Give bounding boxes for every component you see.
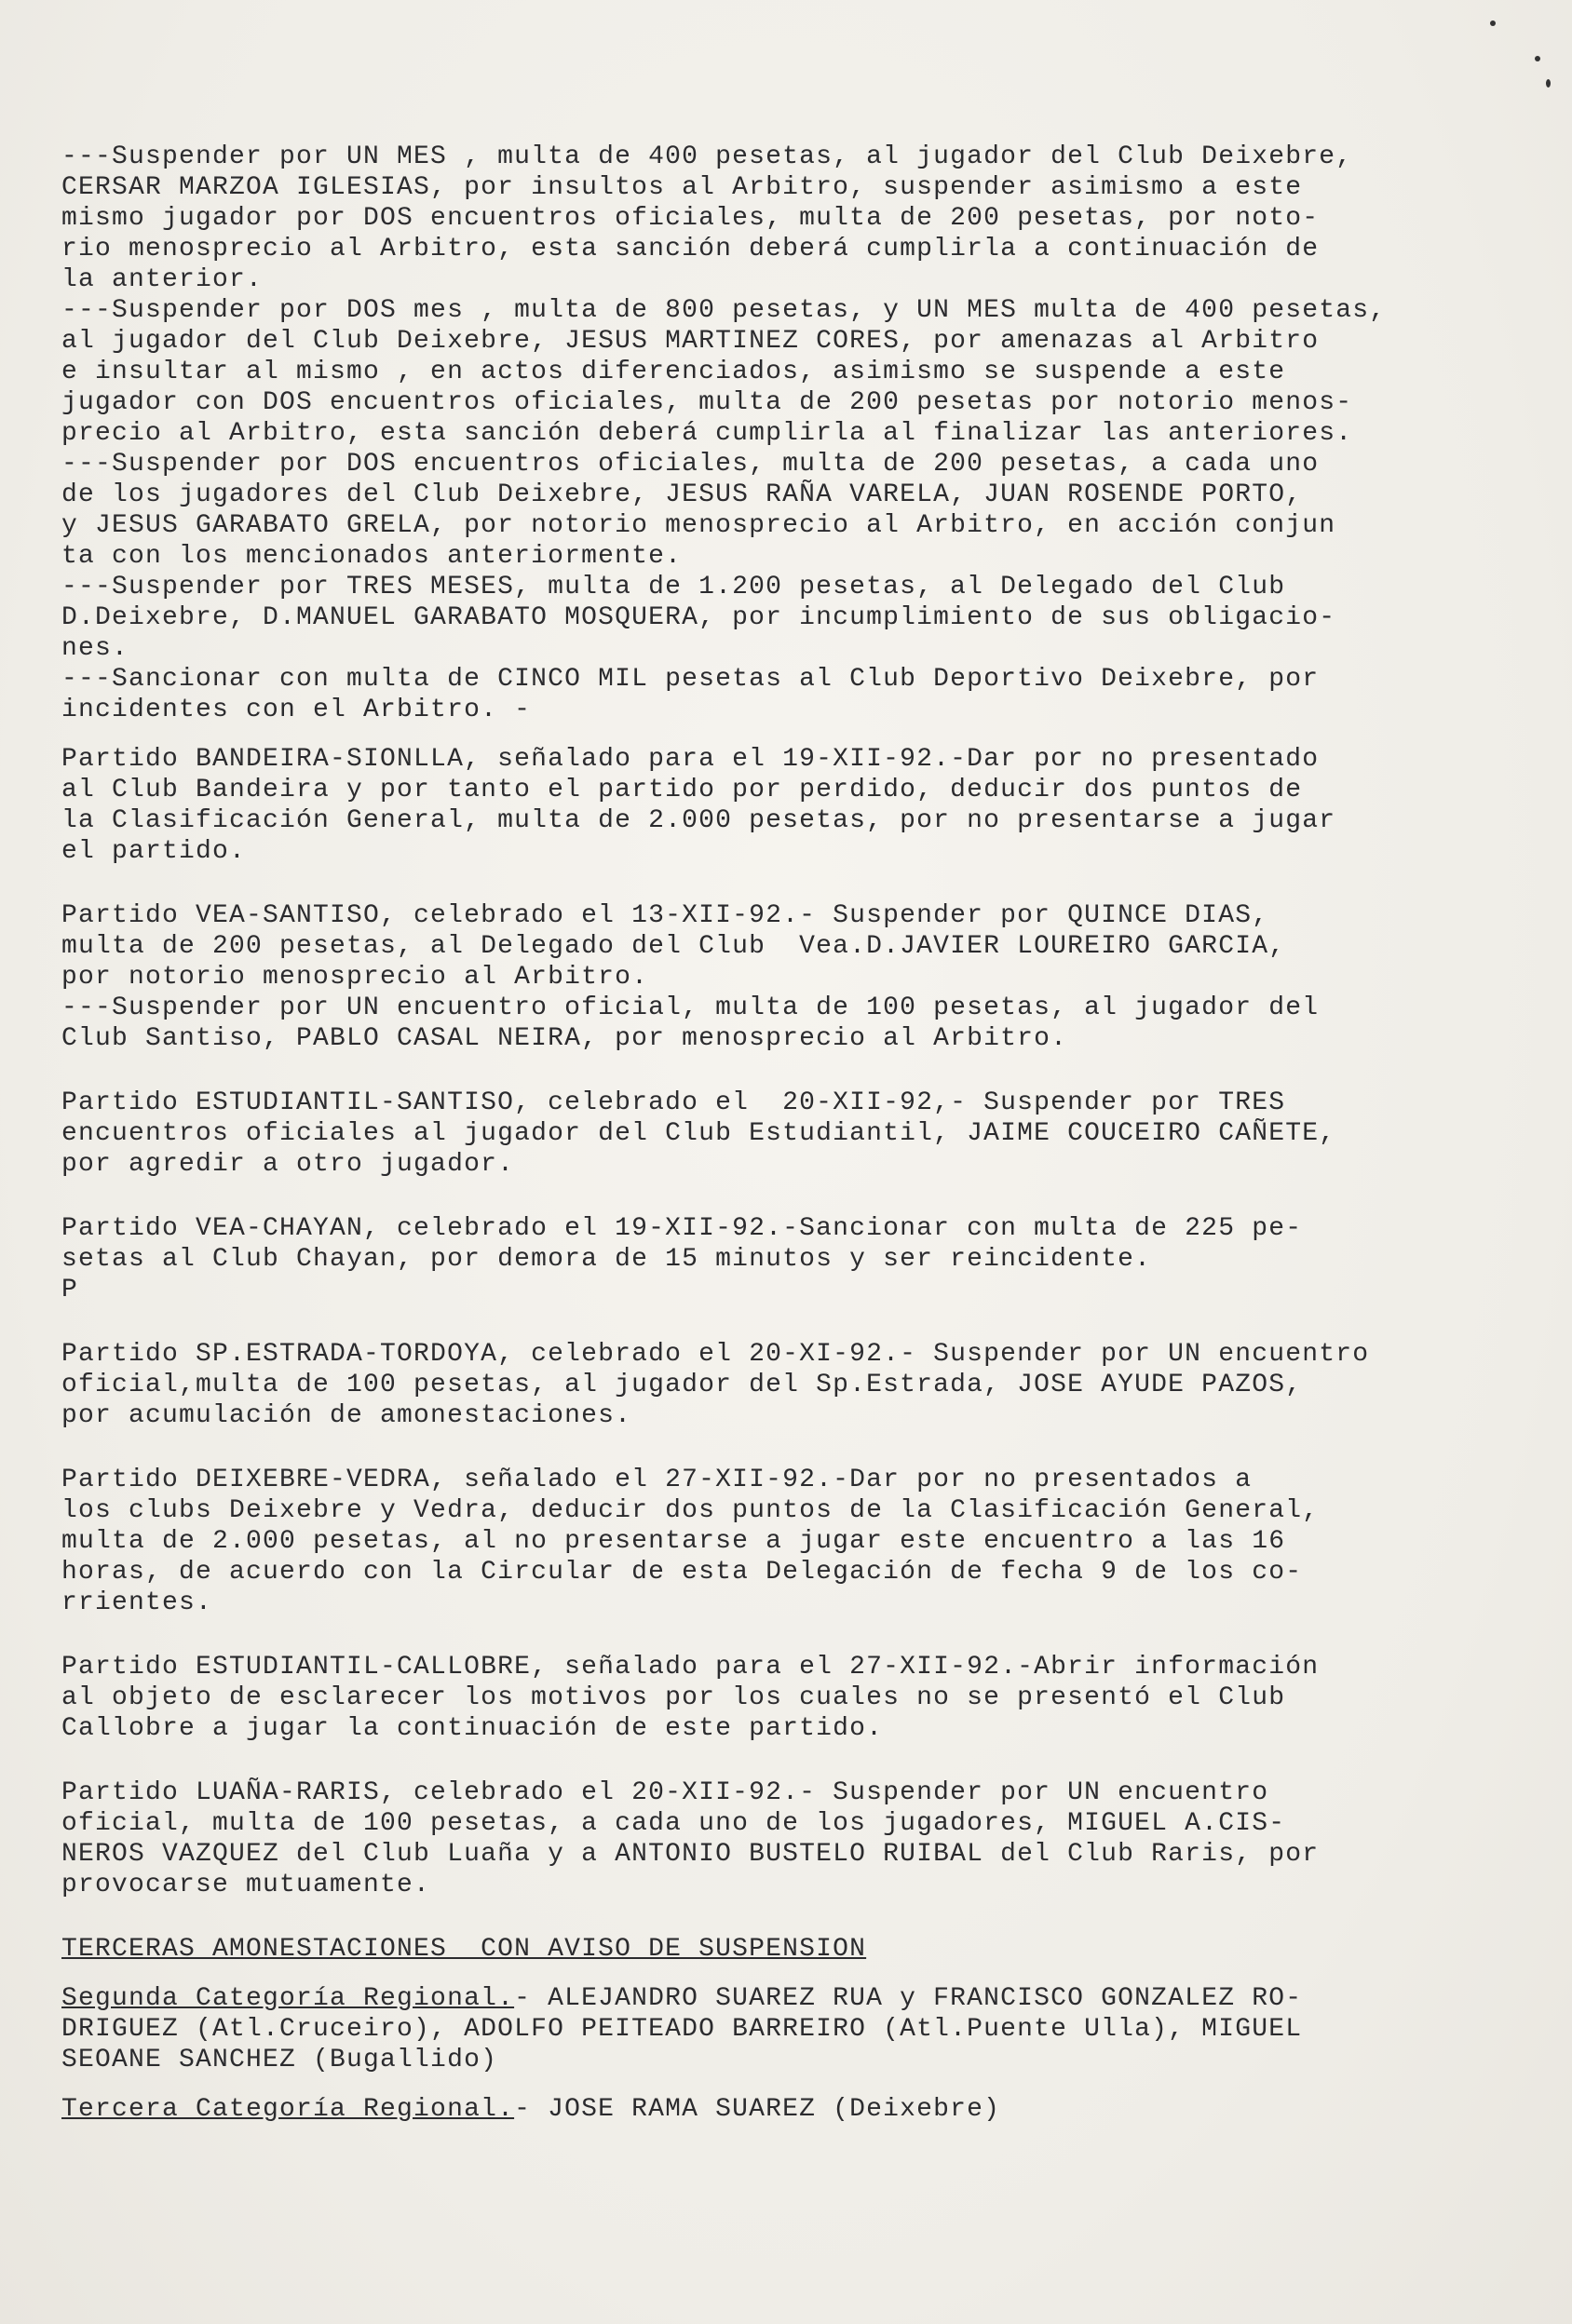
match-block xyxy=(61,1652,1542,1744)
match-block xyxy=(61,1088,1542,1180)
match-line: provocarse mutuamente. xyxy=(61,1871,431,1899)
suspension-line: e insultar al mismo , en actos diferenciados, asimismo se suspende a este xyxy=(61,358,1286,386)
tercera-rest: - JOSE RAMA SUAREZ (Deixebre) xyxy=(514,2095,1001,2124)
match-line: los clubs Deixebre y Vedra, deducir dos puntos de la Clasificación General, xyxy=(61,1496,1320,1525)
match-line: Partido VEA-SANTISO, celebrado el 13-XII-92.- Suspender por QUINCE DIAS, xyxy=(61,901,1269,930)
match-line: la Clasificación General, multa de 2.000 pesetas, por no presentarse a jugar xyxy=(61,806,1336,835)
match-line: Partido ESTUDIANTIL-CALLOBRE, señalado para el 27-XII-92.-Abrir información xyxy=(61,1653,1320,1682)
suspension-line: ---Suspender por UN MES , multa de 400 pesetas, al jugador del Club Deixebre, xyxy=(61,142,1353,171)
match-line: Callobre a jugar la continuación de este partido. xyxy=(61,1714,884,1743)
match-line: Partido DEIXEBRE-VEDRA, señalado el 27-XII-92.-Dar por no presentados a xyxy=(61,1466,1253,1494)
match-block xyxy=(61,900,1542,1054)
document-body xyxy=(61,142,1542,2125)
suspension-line: ta con los mencionados anteriormente. xyxy=(61,542,683,571)
segunda-categoria xyxy=(61,1983,1542,2075)
suspension-line: precio al Arbitro, esta sanción deberá cumplirla al finalizar las anteriores. xyxy=(61,419,1353,448)
match-line: oficial,multa de 100 pesetas, al jugador del Sp.Estrada, JOSE AYUDE PAZOS, xyxy=(61,1371,1303,1399)
match-line: NEROS VAZQUEZ del Club Luaña y a ANTONIO BUSTELO RUIBAL del Club Raris, por xyxy=(61,1840,1320,1869)
match-line: Partido VEA-CHAYAN, celebrado el 19-XII-92.-Sancionar con multa de 225 pe- xyxy=(61,1214,1303,1243)
suspension-line: incidentes con el Arbitro. - xyxy=(61,696,532,724)
match-line: por notorio menosprecio al Arbitro. xyxy=(61,963,649,992)
suspension-line: ---Sancionar con multa de CINCO MIL pesetas al Club Deportivo Deixebre, por xyxy=(61,665,1320,694)
match-line: horas, de acuerdo con la Circular de esta Delegación de fecha 9 de los co- xyxy=(61,1558,1303,1587)
match-line: multa de 2.000 pesetas, al no presentarse a jugar este encuentro a las 16 xyxy=(61,1527,1286,1556)
suspension-block xyxy=(61,449,1542,572)
suspension-line: mismo jugador por DOS encuentros oficiales, multa de 200 pesetas, por noto- xyxy=(61,204,1320,233)
match-line: Partido SP.ESTRADA-TORDOYA, celebrado el 20-XI-92.- Suspender por UN encuentro xyxy=(61,1340,1370,1369)
segunda-label: Segunda Categoría Regional. xyxy=(61,1984,515,2013)
match-line: por agredir a otro jugador. xyxy=(61,1150,515,1179)
match-line: al objeto de esclarecer los motivos por los cuales no se presentó el Club xyxy=(61,1683,1286,1712)
match-line: Partido LUAÑA-RARIS, celebrado el 20-XII-92.- Suspender por UN encuentro xyxy=(61,1778,1269,1807)
match-line: P xyxy=(61,1276,79,1304)
suspension-block xyxy=(61,142,1542,295)
segunda-line-0: - ALEJANDRO SUAREZ RUA y FRANCISCO GONZALEZ RO- xyxy=(514,1984,1303,2013)
section-heading: TERCERAS AMONESTACIONES CON AVISO DE SUSPENSION xyxy=(61,1935,867,1964)
match-block xyxy=(61,744,1542,867)
match-block xyxy=(61,1339,1542,1431)
match-line: Partido ESTUDIANTIL-SANTISO, celebrado el 20-XII-92,- Suspender por TRES xyxy=(61,1088,1286,1117)
suspension-line: nes. xyxy=(61,634,129,663)
match-line: encuentros oficiales al jugador del Club Estudiantil, JAIME COUCEIRO CAÑETE, xyxy=(61,1119,1336,1148)
suspension-block xyxy=(61,664,1542,725)
suspension-line: y JESUS GARABATO GRELA, por notorio menosprecio al Arbitro, en acción conjun xyxy=(61,511,1336,540)
match-line: Partido BANDEIRA-SIONLLA, señalado para el 19-XII-92.-Dar por no presentado xyxy=(61,745,1320,774)
suspension-block xyxy=(61,572,1542,664)
suspension-block xyxy=(61,295,1542,449)
segunda-line-2: SEOANE SANCHEZ (Bugallido) xyxy=(61,2046,498,2074)
tercera-categoria xyxy=(61,2094,1542,2125)
suspension-line: CERSAR MARZOA IGLESIAS, por insultos al Arbitro, suspender asimismo a este xyxy=(61,173,1303,202)
suspensions-section xyxy=(61,142,1542,725)
suspension-line: al jugador del Club Deixebre, JESUS MARTINEZ CORES, por amenazas al Arbitro xyxy=(61,327,1320,356)
suspension-line: ---Suspender por DOS encuentros oficiales, multa de 200 pesetas, a cada uno xyxy=(61,450,1320,479)
match-line: multa de 200 pesetas, al Delegado del Club Vea.D.JAVIER LOUREIRO GARCIA, xyxy=(61,932,1286,961)
speck xyxy=(1535,56,1540,61)
match-line: ---Suspender por UN encuentro oficial, multa de 100 pesetas, al jugador del xyxy=(61,993,1320,1022)
match-line: setas al Club Chayan, por demora de 15 minutos y ser reincidente. xyxy=(61,1245,1152,1274)
speck xyxy=(1546,79,1551,88)
match-block xyxy=(61,1213,1542,1305)
suspension-line: ---Suspender por DOS mes , multa de 800 pesetas, y UN MES multa de 400 pesetas, xyxy=(61,296,1387,325)
match-line: al Club Bandeira y por tanto el partido por perdido, deducir dos puntos de xyxy=(61,776,1303,804)
suspension-line: la anterior. xyxy=(61,265,264,294)
match-line: el partido. xyxy=(61,837,247,866)
matches-section xyxy=(61,744,1542,1900)
tercera-label: Tercera Categoría Regional. xyxy=(61,2095,515,2124)
suspension-line: jugador con DOS encuentros oficiales, multa de 200 pesetas por notorio menos- xyxy=(61,388,1353,417)
match-block xyxy=(61,1777,1542,1900)
match-line: oficial, multa de 100 pesetas, a cada uno de los jugadores, MIGUEL A.CIS- xyxy=(61,1809,1286,1838)
suspension-line: rio menosprecio al Arbitro, esta sanción deberá cumplirla a continuación de xyxy=(61,235,1320,263)
match-block xyxy=(61,1465,1542,1618)
suspension-line: D.Deixebre, D.MANUEL GARABATO MOSQUERA, por incumplimiento de sus obligacio- xyxy=(61,603,1336,632)
speck xyxy=(1490,20,1496,26)
suspension-line: de los jugadores del Club Deixebre, JESUS RAÑA VARELA, JUAN ROSENDE PORTO, xyxy=(61,480,1303,509)
suspension-line: ---Suspender por TRES MESES, multa de 1.200 pesetas, al Delegado del Club xyxy=(61,573,1286,601)
segunda-line-1: DRIGUEZ (Atl.Cruceiro), ADOLFO PEITEADO BARREIRO (Atl.Puente Ulla), MIGUEL xyxy=(61,2015,1303,2044)
match-line: Club Santiso, PABLO CASAL NEIRA, por menosprecio al Arbitro. xyxy=(61,1024,1068,1053)
match-line: rrientes. xyxy=(61,1588,213,1617)
match-line: por acumulación de amonestaciones. xyxy=(61,1401,632,1430)
